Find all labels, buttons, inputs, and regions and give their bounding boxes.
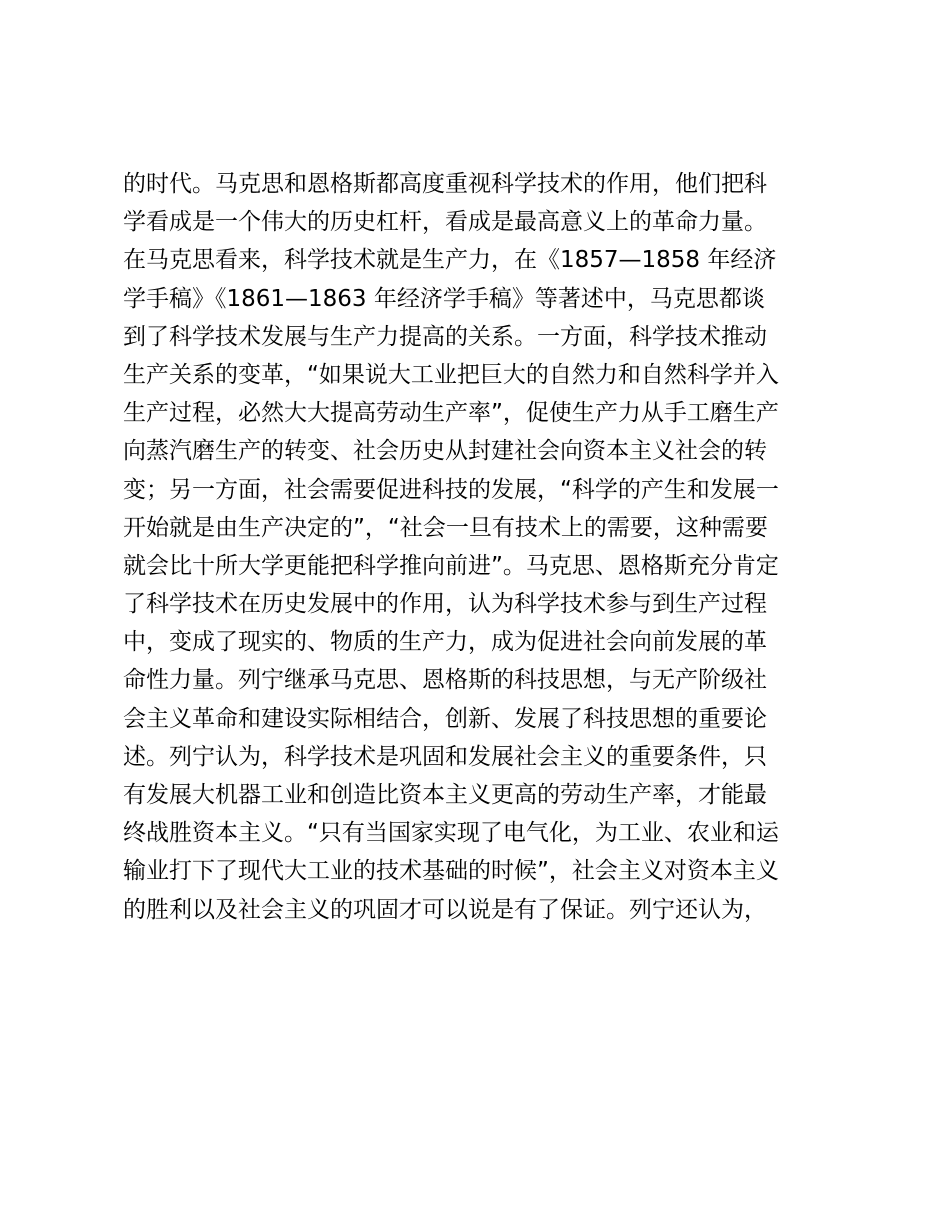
text-line: 学看成是一个伟大的历史杠杆，看成是最高意义上的革命力量。 <box>123 209 767 236</box>
text-line: 开始就是由生产决定的”，“社会一旦有技术上的需要，这种需要 <box>123 514 768 541</box>
text-line: 向蒸汽磨生产的转变、社会历史从封建社会向资本主义社会的转 <box>123 438 767 465</box>
text-line: 的胜利以及社会主义的巩固才可以说是有了保证。列宁还认为， <box>123 896 767 923</box>
text-line: 到了科学技术发展与生产力提高的关系。一方面，科学技术推动 <box>123 323 767 350</box>
text-line: 了科学技术在历史发展中的作用，认为科学技术参与到生产过程 <box>123 591 767 618</box>
text-line: 变；另一方面，社会需要促进科技的发展，“科学的产生和发展一 <box>123 476 779 503</box>
text-line: 就会比十所大学更能把科学推向前进”。马克思、恩格斯充分肯定 <box>123 552 779 579</box>
text-line: 学手稿》《1861—1863 年经济学手稿》等著述中，马克思都谈 <box>123 285 765 312</box>
text-line: 在马克思看来，科学技术就是生产力，在《1857—1858 年经济 <box>123 247 777 274</box>
text-line: 中，变成了现实的、物质的生产力，成为促进社会向前发展的革 <box>123 629 767 656</box>
text-line: 生产关系的变革，“如果说大工业把巨大的自然力和自然科学并入 <box>123 361 779 388</box>
text-line: 的时代。马克思和恩格斯都高度重视科学技术的作用，他们把科 <box>123 171 767 197</box>
text-line: 命性力量。列宁继承马克思、恩格斯的科技思想，与无产阶级社 <box>123 667 767 694</box>
text-line: 有发展大机器工业和创造比资本主义更高的劳动生产率，才能最 <box>123 782 767 808</box>
text-line: 终战胜资本主义。“只有当国家实现了电气化，为工业、农业和运 <box>123 820 779 847</box>
body-paragraph <box>123 165 843 929</box>
text-line: 述。列宁认为，科学技术是巩固和发展社会主义的重要条件，只 <box>123 743 767 770</box>
text-line: 会主义革命和建设实际相结合，创新、发展了科技思想的重要论 <box>123 705 767 732</box>
text-line: 输业打下了现代大工业的技术基础的时候”，社会主义对资本主义 <box>123 858 779 885</box>
text-line: 生产过程，必然大大提高劳动生产率”，促使生产力从手工磨生产 <box>123 400 779 427</box>
